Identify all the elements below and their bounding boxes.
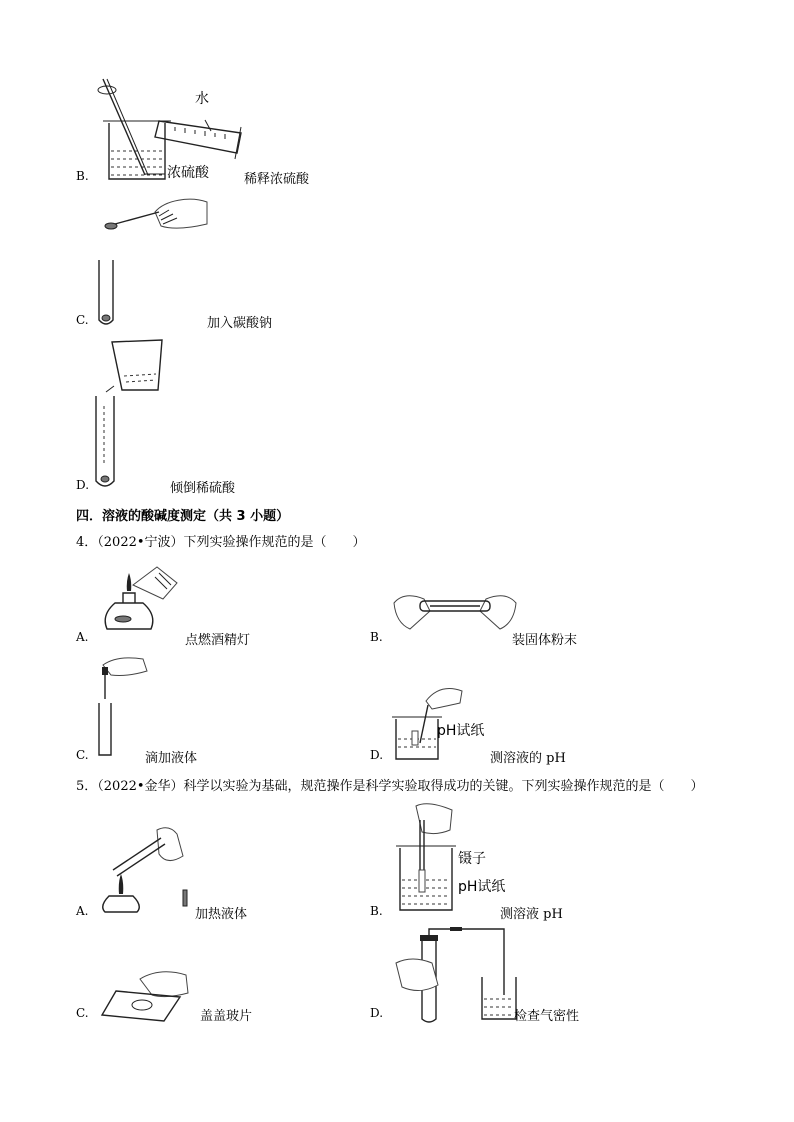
add-sodium-carbonate-figure (95, 190, 215, 330)
q5-option-caption-d: 检查气密性 (514, 1009, 580, 1024)
ph-paper-label-q4: pH试纸 (437, 723, 485, 739)
heat-liquid-figure (97, 820, 197, 920)
q4-option-letter-a: A. (76, 630, 89, 644)
q5-option-letter-c: C. (76, 1006, 89, 1020)
q5-option-letter-d: D. (370, 1006, 384, 1020)
q4-option-caption-d: 测溶液的 pH (490, 751, 566, 766)
q5-option-caption-b: 测溶液 pH (500, 907, 563, 922)
option-letter-b: B. (76, 169, 89, 183)
q5-option-caption-a: 加热液体 (195, 907, 248, 922)
q4-option-letter-c: C. (76, 748, 89, 762)
option-letter-d: D. (76, 478, 90, 492)
q5-option-letter-a: A. (76, 904, 89, 918)
section-heading: 四．溶液的酸碱度测定（共 3 小题） (76, 509, 290, 524)
option-caption-c: 加入碳酸钠 (207, 316, 273, 331)
cover-slip-figure (100, 965, 200, 1025)
option-caption-b: 稀释浓硫酸 (244, 172, 310, 187)
tweezers-label: 镊子 (458, 851, 486, 867)
load-powder-figure (390, 583, 520, 638)
q5-option-letter-b: B. (370, 904, 383, 918)
q5-option-caption-c: 盖盖玻片 (200, 1009, 253, 1024)
q4-option-letter-d: D. (370, 748, 384, 762)
option-letter-c: C. (76, 313, 89, 327)
q4-option-caption-b: 装固体粉末 (512, 633, 578, 648)
question-5-stem: 5．（2022•金华）科学以实验为基础，规范操作是科学实验取得成功的关键。下列实验操作规范的是（ ） (76, 779, 704, 794)
airtightness-check-figure (392, 925, 522, 1025)
q4-option-caption-a: 点燃酒精灯 (185, 633, 251, 648)
conc-acid-label: 浓硫酸 (167, 165, 209, 181)
ph-test-figure-q5 (392, 800, 462, 915)
question-4-stem: 4．（2022•宁波）下列实验操作规范的是（ ） (76, 535, 366, 550)
pour-acid-figure (92, 336, 182, 496)
option-caption-d: 倾倒稀硫酸 (170, 481, 236, 496)
water-label: 水 (195, 91, 209, 107)
light-alcohol-lamp-figure (97, 563, 187, 638)
ph-paper-label-q5: pH试纸 (458, 879, 506, 895)
q4-option-caption-c: 滴加液体 (145, 751, 198, 766)
q4-option-letter-b: B. (370, 630, 383, 644)
